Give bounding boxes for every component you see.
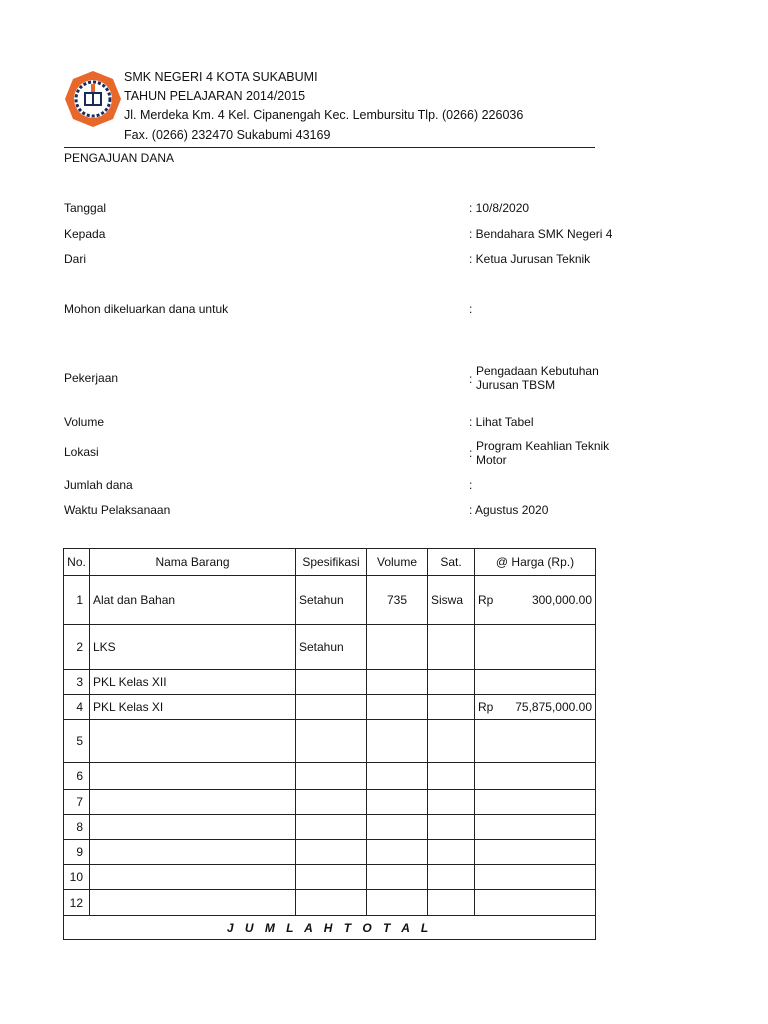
cell-no: 2 bbox=[64, 625, 90, 670]
school-year: TAHUN PELAJARAN 2014/2015 bbox=[124, 89, 306, 103]
cell-no: 12 bbox=[64, 890, 90, 916]
header-volume: Volume bbox=[367, 549, 428, 576]
cell-sat bbox=[428, 865, 475, 890]
school-logo-icon bbox=[64, 70, 122, 128]
cell-spek bbox=[296, 865, 367, 890]
school-address: Jl. Merdeka Km. 4 Kel. Cipanengah Kec. Lembursitu Tlp. (0266) 226036 bbox=[124, 108, 524, 122]
cell-nama: PKL Kelas XI bbox=[90, 695, 296, 720]
cell-nama bbox=[90, 763, 296, 790]
cell-nama bbox=[90, 865, 296, 890]
cell-sat bbox=[428, 670, 475, 695]
total-row bbox=[64, 916, 596, 940]
header-sat: Sat. bbox=[428, 549, 475, 576]
currency-label: Rp bbox=[478, 700, 494, 714]
cell-volume bbox=[367, 790, 428, 815]
table-row bbox=[64, 720, 596, 763]
pekerjaan-colon: : bbox=[469, 372, 473, 386]
cell-spek bbox=[296, 790, 367, 815]
header-spek: Spesifikasi bbox=[296, 549, 367, 576]
table-row bbox=[64, 890, 596, 916]
cell-harga bbox=[475, 576, 596, 625]
cell-sat bbox=[428, 625, 475, 670]
cell-harga bbox=[475, 763, 596, 790]
school-name: SMK NEGERI 4 KOTA SUKABUMI bbox=[124, 70, 318, 84]
header-nama: Nama Barang bbox=[90, 549, 296, 576]
pekerjaan-value: Pengadaan Kebutuhan Jurusan TBSM bbox=[476, 364, 599, 392]
jumlah-dana-label: Jumlah dana bbox=[64, 478, 133, 492]
cell-volume bbox=[367, 840, 428, 865]
currency-label: Rp bbox=[478, 593, 494, 607]
cell-harga bbox=[475, 670, 596, 695]
cell-harga bbox=[475, 720, 596, 763]
cell-spek: Setahun bbox=[296, 576, 367, 625]
cell-spek bbox=[296, 695, 367, 720]
table-header-row bbox=[64, 549, 596, 576]
cell-volume: 735 bbox=[367, 576, 428, 625]
cell-nama bbox=[90, 815, 296, 840]
cell-sat bbox=[428, 790, 475, 815]
cell-harga bbox=[475, 815, 596, 840]
cell-volume bbox=[367, 763, 428, 790]
cell-no: 9 bbox=[64, 840, 90, 865]
cell-spek bbox=[296, 763, 367, 790]
table-row bbox=[64, 576, 596, 625]
table-row bbox=[64, 815, 596, 840]
cell-harga bbox=[475, 625, 596, 670]
cell-spek bbox=[296, 720, 367, 763]
cell-no: 3 bbox=[64, 670, 90, 695]
tanggal-label: Tanggal bbox=[64, 201, 107, 215]
cell-no: 1 bbox=[64, 576, 90, 625]
total-label: J U M L A H T O T A L bbox=[64, 916, 596, 940]
tanggal-value: : 10/8/2020 bbox=[469, 201, 530, 215]
dari-value: : Ketua Jurusan Teknik bbox=[469, 252, 591, 266]
cell-harga bbox=[475, 840, 596, 865]
waktu-label: Waktu Pelaksanaan bbox=[64, 503, 171, 517]
cell-sat bbox=[428, 720, 475, 763]
cell-nama: PKL Kelas XII bbox=[90, 670, 296, 695]
cell-spek bbox=[296, 815, 367, 840]
header-no: No. bbox=[64, 549, 90, 576]
cell-nama: Alat dan Bahan bbox=[90, 576, 296, 625]
price-amount: 75,875,000.00 bbox=[515, 700, 592, 714]
cell-spek bbox=[296, 670, 367, 695]
cell-no: 7 bbox=[64, 790, 90, 815]
cell-volume bbox=[367, 815, 428, 840]
cell-volume bbox=[367, 720, 428, 763]
mohon-value: : bbox=[469, 302, 473, 316]
cell-harga bbox=[475, 890, 596, 916]
cell-no: 10 bbox=[64, 865, 90, 890]
lokasi-label: Lokasi bbox=[64, 445, 99, 459]
pekerjaan-label: Pekerjaan bbox=[64, 371, 119, 385]
cell-sat: Siswa bbox=[428, 576, 475, 625]
cell-sat bbox=[428, 695, 475, 720]
cell-nama bbox=[90, 720, 296, 763]
table-row bbox=[64, 695, 596, 720]
table-row bbox=[64, 763, 596, 790]
volume-label: Volume bbox=[64, 415, 105, 429]
cell-spek: Setahun bbox=[296, 625, 367, 670]
cell-no: 5 bbox=[64, 720, 90, 763]
table-row bbox=[64, 670, 596, 695]
cell-nama bbox=[90, 890, 296, 916]
lokasi-value: Program Keahlian Teknik Motor bbox=[476, 439, 610, 467]
table-row bbox=[64, 625, 596, 670]
cell-nama bbox=[90, 790, 296, 815]
cell-sat bbox=[428, 815, 475, 840]
kepada-value: : Bendahara SMK Negeri 4 bbox=[469, 227, 613, 241]
cell-no: 8 bbox=[64, 815, 90, 840]
mohon-label: Mohon dikeluarkan dana untuk bbox=[64, 302, 229, 316]
jumlah-dana-value: : bbox=[469, 478, 473, 492]
table-row bbox=[64, 840, 596, 865]
lokasi-colon: : bbox=[469, 446, 473, 460]
volume-value: : Lihat Tabel bbox=[469, 415, 534, 429]
cell-harga bbox=[475, 695, 596, 720]
doc-title: PENGAJUAN DANA bbox=[64, 151, 175, 165]
waktu-value: : Agustus 2020 bbox=[469, 503, 549, 517]
cell-nama bbox=[90, 840, 296, 865]
cell-volume bbox=[367, 865, 428, 890]
items-table bbox=[63, 548, 596, 940]
cell-volume bbox=[367, 670, 428, 695]
cell-sat bbox=[428, 763, 475, 790]
header-divider bbox=[64, 147, 595, 148]
dari-label: Dari bbox=[64, 252, 87, 266]
cell-volume bbox=[367, 890, 428, 916]
cell-sat bbox=[428, 840, 475, 865]
cell-sat bbox=[428, 890, 475, 916]
cell-harga bbox=[475, 790, 596, 815]
table-row bbox=[64, 865, 596, 890]
table-row bbox=[64, 790, 596, 815]
school-fax: Fax. (0266) 232470 Sukabumi 43169 bbox=[124, 128, 331, 142]
header-harga: @ Harga (Rp.) bbox=[475, 549, 596, 576]
price-amount: 300,000.00 bbox=[531, 593, 592, 607]
cell-volume bbox=[367, 625, 428, 670]
cell-no: 6 bbox=[64, 763, 90, 790]
cell-harga bbox=[475, 865, 596, 890]
cell-spek bbox=[296, 840, 367, 865]
cell-volume bbox=[367, 695, 428, 720]
cell-spek bbox=[296, 890, 367, 916]
kepada-label: Kepada bbox=[64, 227, 106, 241]
cell-nama: LKS bbox=[90, 625, 296, 670]
cell-no: 4 bbox=[64, 695, 90, 720]
